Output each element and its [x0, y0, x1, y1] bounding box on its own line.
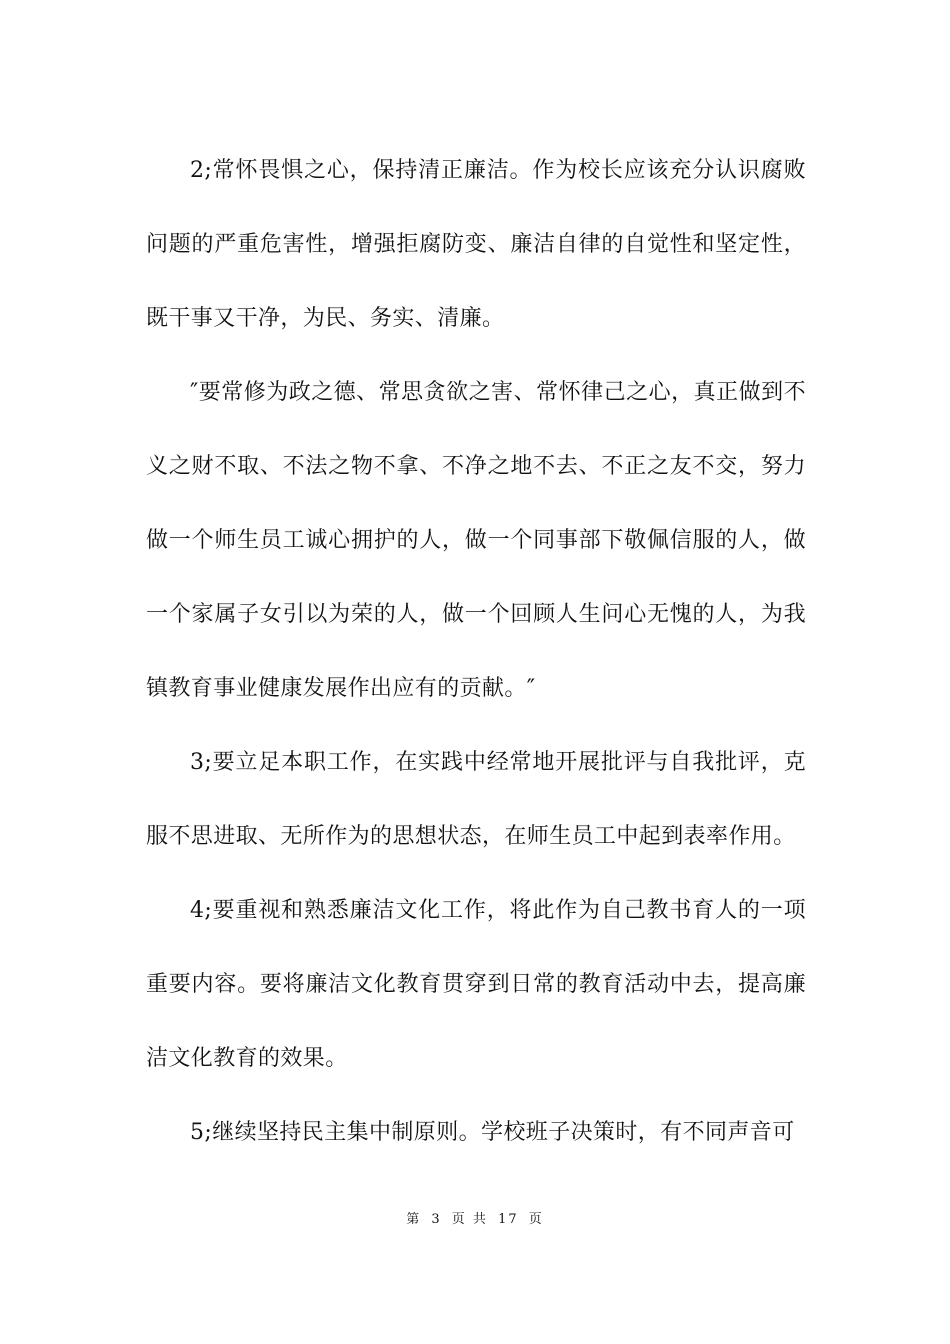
footer-current-page: 3 [431, 1212, 442, 1227]
footer-suffix: 页 [528, 1212, 544, 1227]
footer-prefix: 第 [406, 1212, 422, 1227]
document-body [146, 134, 806, 1170]
paragraph-text: 4;要重视和熟悉廉洁文化工作，将此作为自己教书育人的一项重要内容。要将廉洁文化教育贯穿到日常的教育活动中去，提高廉洁文化教育的效果。 [146, 898, 806, 1071]
paragraph-text: 5;继续坚持民主集中制原则。学校班子决策时，有不同声音可 [190, 1120, 795, 1145]
paragraph-item-3 [146, 726, 806, 874]
paragraph-text: 2;常怀畏惧之心，保持清正廉洁。作为校长应该充分认识腐败问题的严重危害性，增强拒腐防变、廉洁自律的自觉性和坚定性，既干事又干净，为民、务实、清廉。 [146, 158, 806, 331]
page-footer [0, 1208, 950, 1227]
paragraph-item-2 [146, 134, 806, 356]
paragraph-item-5 [146, 1096, 806, 1170]
footer-middle: 页 共 [451, 1212, 488, 1227]
paragraph-text: 3;要立足本职工作，在实践中经常地开展批评与自我批评，克服不思进取、无所作为的思想状态，在师生员工中起到表率作用。 [146, 750, 806, 849]
footer-total-pages: 17 [498, 1212, 519, 1227]
paragraph-quote [146, 356, 806, 726]
paragraph-item-4 [146, 874, 806, 1096]
paragraph-text: ″要常修为政之德、常思贪欲之害、常怀律己之心，真正做到不义之财不取、不法之物不拿、不净之地不去、不正之友不交，努力做一个师生员工诚心拥护的人，做一个同事部下敬佩信服的人，做一个家属子女引以为荣的人，做一个回顾人生问心无愧的人，为我镇教育事业健康发展作出应有的贡献。″ [146, 380, 806, 701]
